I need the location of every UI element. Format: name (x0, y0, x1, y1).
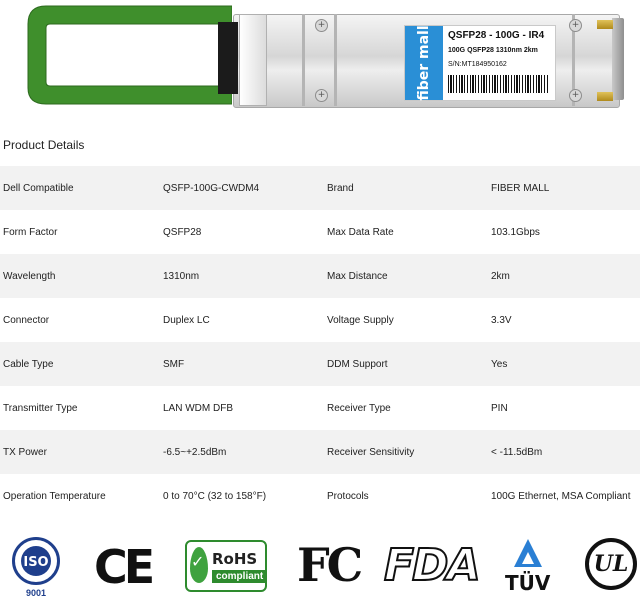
rohs-logo-text: RoHS (212, 550, 258, 568)
spec-value: SMF (163, 342, 327, 386)
module-connector-end (612, 18, 624, 100)
latch-plate (239, 14, 267, 106)
spec-label: Brand (327, 166, 491, 210)
spec-label: Wavelength (0, 254, 163, 298)
spec-label: Cable Type (0, 342, 163, 386)
spec-label: Protocols (327, 474, 491, 518)
spec-label: Max Distance (327, 254, 491, 298)
spec-label: Voltage Supply (327, 298, 491, 342)
spec-label: Form Factor (0, 210, 163, 254)
fda-logo: FDA (384, 540, 479, 591)
spec-value: LAN WDM DFB (163, 386, 327, 430)
spec-value: 103.1Gbps (491, 210, 640, 254)
table-row (0, 298, 640, 342)
spec-value: Duplex LC (163, 298, 327, 342)
spec-label: Transmitter Type (0, 386, 163, 430)
spec-label: DDM Support (327, 342, 491, 386)
label-model: QSFP28 - 100G - IR4 (448, 30, 545, 41)
spec-label: Operation Temperature (0, 474, 163, 518)
table-row (0, 342, 640, 386)
module-rib (302, 14, 305, 106)
tuv-logo-text: TÜV (505, 571, 551, 595)
ce-logo: CE (94, 540, 152, 594)
spec-label: Receiver Sensitivity (327, 430, 491, 474)
spec-value: 1310nm (163, 254, 327, 298)
gold-contact (597, 92, 613, 101)
table-row (0, 386, 640, 430)
table-row (0, 166, 640, 210)
rohs-logo-subtext: compliant (212, 570, 267, 583)
ul-logo-text: UL (593, 551, 629, 577)
iso-logo-text: ISO (23, 555, 49, 570)
label-brand-panel (405, 26, 443, 100)
label-description: 100G QSFP28 1310nm 2km (448, 47, 538, 54)
spec-value: 100G Ethernet, MSA Compliant (491, 474, 640, 518)
spec-value: QSFP-100G-CWDM4 (163, 166, 327, 210)
spec-value: < -11.5dBm (491, 430, 640, 474)
spec-value: FIBER MALL (491, 166, 640, 210)
spec-label: TX Power (0, 430, 163, 474)
spec-value: 0 to 70°C (32 to 158°F) (163, 474, 327, 518)
screw-icon: + (315, 19, 328, 32)
screw-icon: + (569, 89, 582, 102)
gold-contact (597, 20, 613, 29)
spec-value: -6.5~+2.5dBm (163, 430, 327, 474)
fc-logo: FC (297, 538, 361, 592)
spec-value: 3.3V (491, 298, 640, 342)
brand-logo-text: fiber mall (416, 25, 432, 101)
spec-value: PIN (491, 386, 640, 430)
screw-icon: + (315, 89, 328, 102)
module-rib (334, 14, 337, 106)
spec-label: Max Data Rate (327, 210, 491, 254)
spec-label: Receiver Type (327, 386, 491, 430)
latch-shadow (218, 22, 238, 94)
product-label (404, 25, 556, 101)
iso-logo-number: 9001 (25, 588, 47, 598)
spec-table (0, 166, 640, 518)
spec-value: QSFP28 (163, 210, 327, 254)
check-icon: ✓ (191, 552, 205, 571)
barcode-icon (448, 75, 548, 93)
spec-value: Yes (491, 342, 640, 386)
pull-tab-handle (26, 4, 232, 106)
spec-value: 2km (491, 254, 640, 298)
spec-label: Dell Compatible (0, 166, 163, 210)
section-title: Product Details (3, 138, 85, 152)
tuv-triangle-inner (522, 552, 534, 564)
table-row (0, 210, 640, 254)
table-row (0, 474, 640, 518)
screw-icon: + (569, 19, 582, 32)
table-row (0, 254, 640, 298)
spec-label: Connector (0, 298, 163, 342)
table-row (0, 430, 640, 474)
label-serial: S/N:MT184950162 (448, 61, 507, 68)
